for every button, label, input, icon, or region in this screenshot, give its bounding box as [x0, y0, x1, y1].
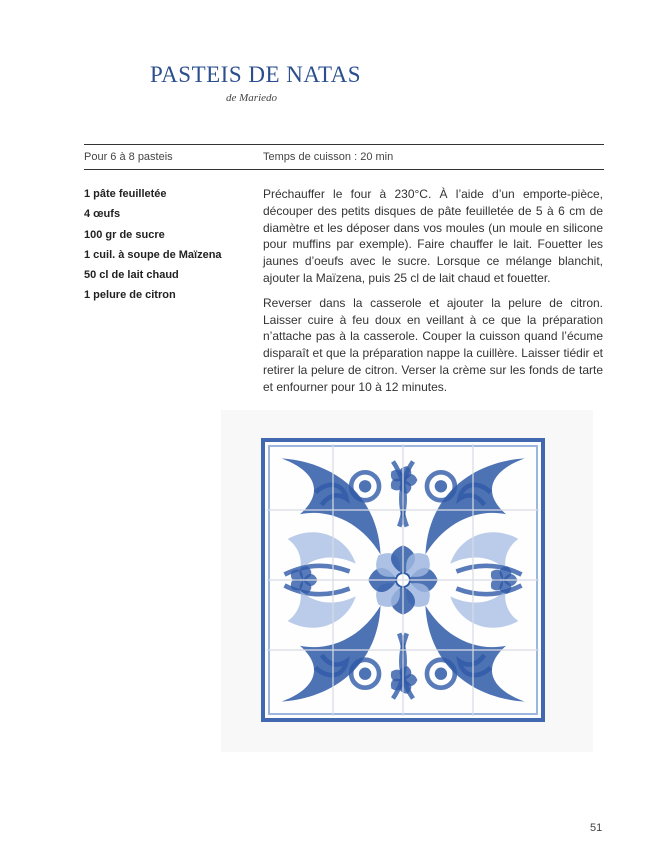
cooking-time-info: Temps de cuisson : 20 min	[263, 151, 394, 163]
page-number: 51	[590, 822, 603, 834]
recipe-author: de Mariedo	[226, 92, 278, 104]
top-divider	[84, 144, 604, 145]
step-paragraph: Préchauffer le four à 230°C. À l’aide d’un emporte-pièce, découper des petits disques de pâte feuilletée de 5 à 6 cm de diamètre et les déposer dans vos moules (un moule en silicone pour muffins par exemple). Faire chauffer le lait. Fouetter les jaunes d’oeufs avec le sucre. Lorsque ce mélange blanchit, ajouter la Maïzena, puis 25 cl de lait chaud et fouetter.	[263, 187, 603, 285]
ingredient-item: 50 cl de lait chaud	[84, 269, 179, 282]
ingredient-item: 1 pelure de citron	[84, 289, 176, 302]
azulejo-tile-illustration	[221, 410, 593, 752]
ingredients-list	[84, 186, 222, 308]
preparation-steps	[263, 186, 603, 404]
recipe-title: PASTEIS DE NATAS	[150, 62, 362, 87]
azulejo-tile-icon	[221, 410, 593, 752]
servings-info: Pour 6 à 8 pasteis	[84, 151, 173, 163]
bottom-divider	[84, 169, 604, 170]
ingredient-item: 100 gr de sucre	[84, 228, 165, 241]
step-paragraph: Reverser dans la casserole et ajouter la pelure de citron. Laisser cuire à feu doux en veillant à ce que la préparation n’attache pas à la casserole. Couper la cuisson quand l’écume disparaît et que la préparation nappe la cuillère. Laisser tiédir et retirer la pelure de citron. Verser la crème sur les fonds de tarte et enfourner pour 10 à 12 minutes.	[263, 295, 603, 394]
ingredient-item: 4 œufs	[84, 208, 121, 221]
ingredient-item: 1 pâte feuilletée	[84, 188, 167, 200]
ingredient-item: 1 cuil. à soupe de Maïzena	[84, 248, 222, 261]
